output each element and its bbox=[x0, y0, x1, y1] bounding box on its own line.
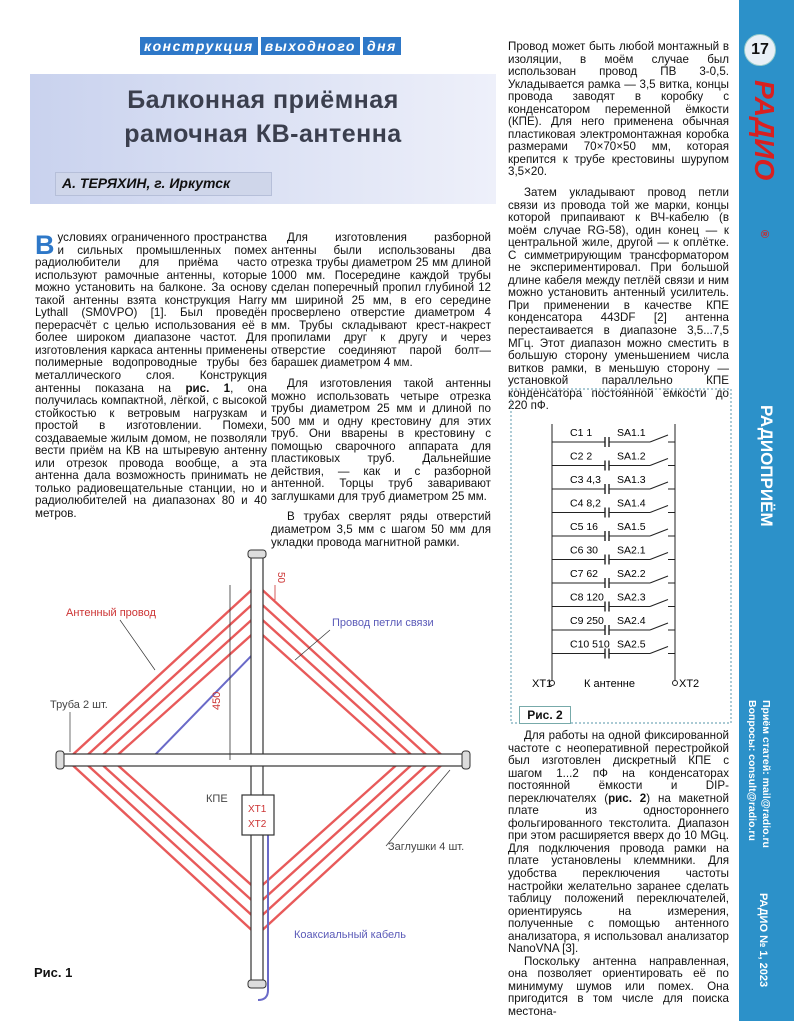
switch-contact bbox=[650, 553, 668, 560]
switch-contact bbox=[650, 459, 668, 466]
fig2-xt2: XT2 bbox=[679, 678, 700, 690]
switch-label: SA2.4 bbox=[617, 615, 646, 627]
end-cap-left bbox=[56, 751, 64, 769]
col1-text-a: условиях ограниченного пространства и сильных промышленных помех радиолюбители для приёма часто используют рамочные антенны, которые можно установить на балконе. За основу такой антенны взята конструкция Harry Lythall (SM0VPO) [1]. Был проведён перерасчёт с целью использования её в более широком диапазоне частот. Для изготовления каркаса антенны применены полимерные водопроводные трубы без металлического слоя. Конструкция антенны показана на bbox=[35, 231, 267, 395]
section-word-1: конструкция bbox=[140, 37, 258, 55]
end-cap-right bbox=[462, 751, 470, 769]
label-coax: Коаксиальный кабель bbox=[294, 929, 406, 941]
switch-contact bbox=[650, 482, 668, 489]
capacitor-label: C3 4,3 bbox=[570, 474, 601, 486]
label-pipe: Труба 2 шт. bbox=[50, 699, 108, 711]
horizontal-pipe bbox=[60, 754, 466, 766]
col3b-paragraph-2: Поскольку антенна направленная, она позволяет ориентировать её по минимуму шумов или помех. Она пригодится в том числе для поиска местона- bbox=[508, 954, 729, 1019]
label-loop-wire: Провод петли связи bbox=[332, 617, 434, 629]
fig1-xt1: XT1 bbox=[248, 804, 267, 815]
capacitor-label: C6 30 bbox=[570, 544, 599, 557]
capacitor-label: C8 120 bbox=[570, 591, 604, 604]
label-antenna-wire: Антенный провод bbox=[66, 607, 156, 619]
switch-contact bbox=[650, 576, 668, 583]
column-1 bbox=[35, 232, 267, 521]
column-3-bottom bbox=[508, 730, 729, 1019]
vertical-pipe bbox=[251, 554, 263, 984]
registered-mark: ® bbox=[758, 230, 770, 239]
fig1-xt2: XT2 bbox=[248, 819, 267, 830]
fig2-xt1: XT1 bbox=[532, 678, 553, 690]
switch-label: SA1.2 bbox=[617, 450, 646, 463]
fig2-reference: рис. 2 bbox=[608, 791, 647, 805]
col1-text-b: , она получилась компактной, лёгкой, с высокой стойкостью к ветровым нагрузкам и простой в изготовлении. Помехи, создаваемые жилым домом, не позволяли вести приём на КВ на штыревую антенну или отрезок провода вообще, а эта антенна дала возможность принимать не только радиовещательные станции, но и радиолюбителей на диапазонах 80 и 40 метров. bbox=[35, 381, 267, 521]
contact-line-1: Приём статей: mail@radio.ru bbox=[760, 700, 772, 848]
capacitor-label: C10 510 bbox=[570, 638, 610, 651]
dropcap: В bbox=[35, 230, 55, 260]
fig1-caption: Рис. 1 bbox=[34, 965, 73, 980]
capacitor-label: C9 250 bbox=[570, 615, 604, 627]
switch-label: SA2.3 bbox=[617, 591, 646, 604]
column-3-top bbox=[508, 41, 729, 413]
fig2-caption: Рис. 2 bbox=[519, 706, 571, 724]
fig1-drawing bbox=[30, 540, 500, 1010]
col3-paragraph-2: Затем укладывают провод петли связи из провода той же марки, концы которой припаивают к ВЧ-кабелю (в моём случае RG-58), один конец — к центральной жиле, другой — к оплётке. С симметрирующим трансформатором не экспериментировал. При большой длине кабеля между петлёй связи и ним можно установить антенный усилитель. При применении в качестве КПЕ конденсатора 443DF [2] антенна перестаивается в диапазоне 3,5...7,5 МГц. Этот диапазон можно сместить в большую сторону уменьшением числа витков рамки, в меньшую сторону — установкой параллельно КПЕ конденсатора постоянной ёмкости до 220 пФ. bbox=[508, 186, 729, 413]
col1-paragraph-1 bbox=[35, 232, 267, 521]
section-word-2: выходного bbox=[261, 37, 360, 55]
coupling-loop-wire bbox=[150, 650, 257, 790]
switch-label: SA1.4 bbox=[617, 497, 646, 510]
capacitor-label: C2 2 bbox=[570, 450, 593, 463]
switch-label: SA1.3 bbox=[617, 474, 646, 486]
author: А. ТЕРЯХИН, г. Иркутск bbox=[62, 175, 231, 191]
switch-contact bbox=[650, 623, 668, 630]
section-word-3: дня bbox=[363, 37, 401, 55]
dim-50: 50 bbox=[275, 572, 286, 584]
switch-contact bbox=[650, 435, 668, 442]
end-cap-bottom bbox=[248, 980, 266, 988]
switch-label: SA2.1 bbox=[617, 544, 646, 557]
switch-label: SA1.5 bbox=[617, 521, 646, 533]
col2-paragraph-2: Для изготовления такой антенны можно использовать четыре отрезка трубы диаметром 25 мм и длиной по 500 мм и одну крестовину для этих труб. Они вварены в крестовину с помощью сварочного аппарата для пластиковых труб. Дальнейшие действия, — как и с разборной антенной. Торцы труб заваривают заглушками для труб диаметром 25 мм. bbox=[271, 377, 491, 503]
col3-paragraph-1: Провод может быть любой монтажный в изоляции, в моём случае был использован провод ПВ 3-0,5. Укладывается рамка — 3,5 витка, концы провода заводят в коробку с конденсатором переменной ёмкости (КПЕ). Для него применена обычная пластиковая электромонтажная коробка размерами 70×70×50 мм, которая крепится к трубе крестовины шурупом 3,5×20. bbox=[508, 40, 729, 179]
col3b-text-a: Для работы на одной фиксированной частоте с неоперативной перестройкой был изготовлен дискретный КПЕ с шагом 1...2 пФ на конденсаторах постоянной ёмкости и DIP-переключателях ( bbox=[508, 729, 729, 805]
switch-contact bbox=[650, 600, 668, 607]
capacitor-label: C7 62 bbox=[570, 568, 599, 580]
author-bar bbox=[55, 172, 272, 196]
end-cap-top bbox=[248, 550, 266, 558]
title-line-1: Балконная приёмная bbox=[127, 86, 399, 114]
col3b-text-b: ) на макетной плате из одностороннего фольгированного текстолита. Диапазон при этом расширяется вверх до 10 MGц. Для подключения провода рамки на плате установлены клеммники. Для удобства переключения частоты настройки желательно заранее сделать таблицу положений переключателей, ориентируясь на измерения, полученные с помощью антенного анализатора, я использовал анализатор NanoVNA [3]. bbox=[508, 791, 729, 956]
capacitor-label: C5 16 bbox=[570, 521, 599, 533]
switch-label: SA1.1 bbox=[617, 427, 646, 439]
title-line-2: рамочная КВ-антенна bbox=[124, 120, 402, 148]
switch-label: SA2.2 bbox=[617, 568, 646, 580]
contact-line-2: Вопросы: consult@radio.ru bbox=[746, 700, 758, 841]
section-banner bbox=[140, 37, 496, 55]
column-2 bbox=[271, 232, 491, 549]
fig1-reference: рис. 1 bbox=[185, 381, 231, 395]
switch-contact bbox=[650, 529, 668, 536]
fig2-to-antenna: К антенне bbox=[584, 678, 635, 690]
dim-450: 450 bbox=[211, 691, 223, 710]
switch-contact bbox=[650, 647, 668, 654]
figure-1 bbox=[30, 540, 500, 1010]
capacitor-label: C4 8,2 bbox=[570, 497, 601, 510]
col2-paragraph-1: Для изготовления разборной антенны были использованы два отрезка трубы диаметром 25 мм длиной 1000 мм. Посередине каждой трубы сделан поперечный пропил глубиной 12 мм шириной 25 мм, в его середине просверлено отверстие диаметром 4 мм. Трубы складывают крест-накрест пропилами друг к другу и через отверстие соединяют парой болт—барашек диаметром 4 мм. bbox=[271, 231, 491, 370]
switch-contact bbox=[650, 506, 668, 513]
issue-label: РАДИО № 1, 2023 bbox=[757, 893, 769, 988]
page-number: 17 bbox=[744, 34, 776, 66]
label-kpe: КПЕ bbox=[206, 793, 228, 805]
label-end-caps: Заглушки 4 шт. bbox=[388, 841, 465, 853]
col3b-paragraph-1 bbox=[508, 730, 729, 956]
capacitor-label: C1 1 bbox=[570, 427, 593, 439]
fig2-schematic bbox=[510, 388, 732, 724]
rubric-label: РАДИОПРИЁМ bbox=[757, 405, 776, 527]
logo-radio: РАДИО bbox=[749, 80, 780, 181]
switch-label: SA2.5 bbox=[617, 638, 646, 651]
figure-2 bbox=[510, 388, 732, 724]
col2-paragraph-3: В трубах сверлят ряды отверстий диаметром 3,5 мм с шагом 50 мм для укладки провода магнитной рамки. bbox=[271, 510, 491, 549]
